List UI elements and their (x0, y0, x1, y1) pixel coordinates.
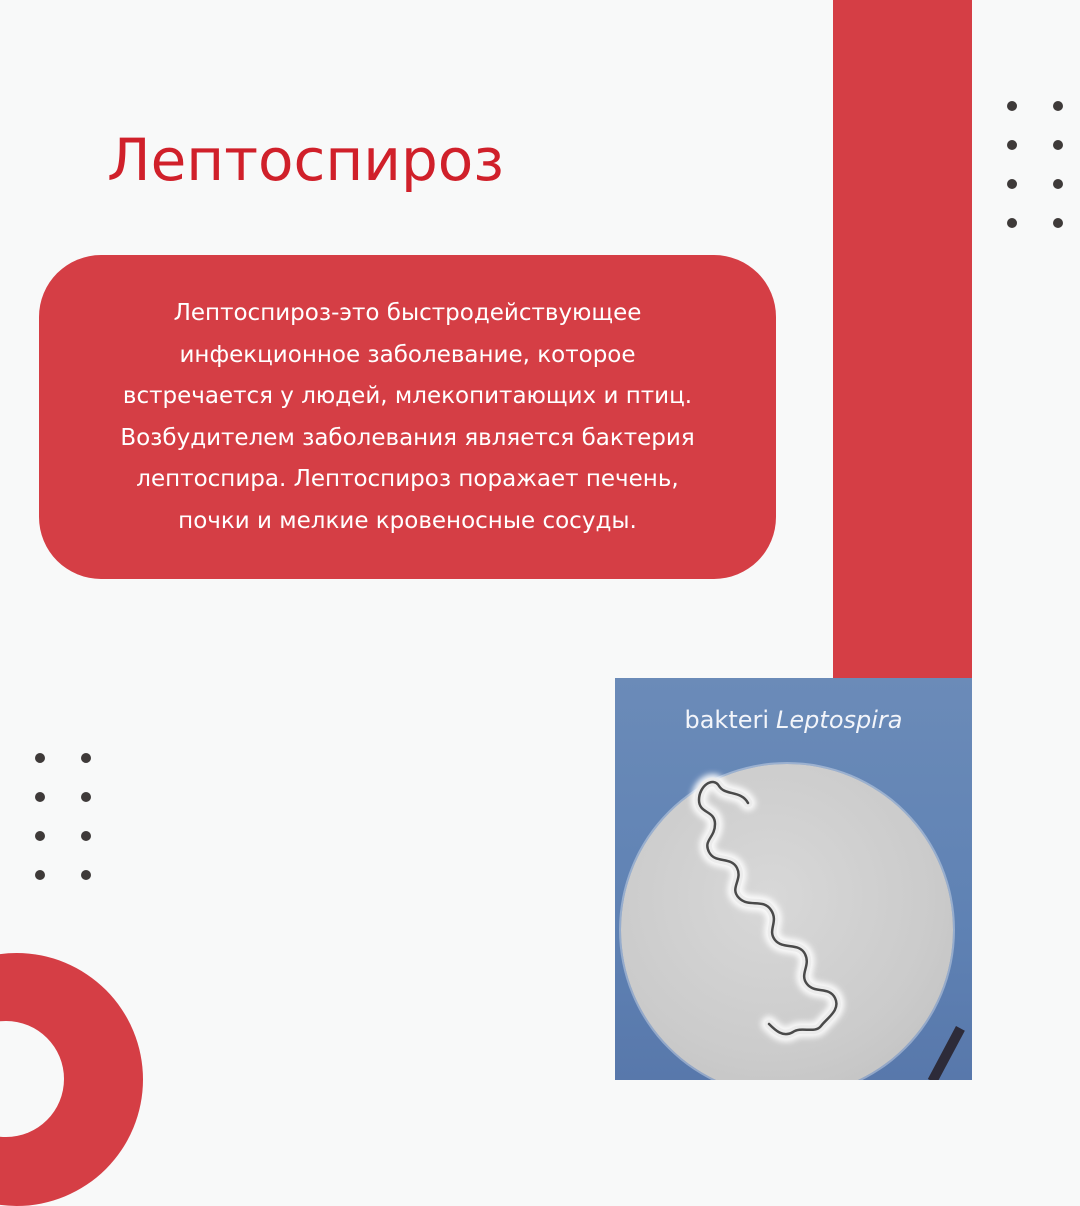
decorative-dot-grid-top (1007, 101, 1063, 228)
info-text (59, 293, 756, 542)
info-line: инфекционное заболевание, которое (179, 341, 636, 368)
page-title: Лептоспироз (107, 126, 505, 194)
dot (1053, 179, 1063, 189)
decorative-red-bar (833, 0, 972, 678)
dot (35, 753, 45, 763)
info-card (39, 255, 776, 579)
info-line: Возбудителем заболевания является бактерия (120, 424, 695, 451)
dot (35, 870, 45, 880)
info-line: почки и мелкие кровеносные сосуды. (178, 507, 637, 534)
dot (81, 792, 91, 802)
caption-genus: Leptospira (776, 706, 903, 734)
dot (1053, 140, 1063, 150)
dot (1007, 140, 1017, 150)
info-line: лептоспира. Лептоспироз поражает печень, (136, 466, 679, 492)
dot (1007, 101, 1017, 111)
info-line: встречается у людей, млекопитающих и птиц. (122, 383, 693, 409)
dot (35, 792, 45, 802)
dot (1007, 218, 1017, 228)
caption-word: bakteri (684, 706, 770, 734)
dot (81, 753, 91, 763)
leptospira-bacterium-icon (615, 678, 972, 1080)
bacteria-image (615, 678, 972, 1080)
dot (1007, 179, 1017, 189)
dot (81, 870, 91, 880)
decorative-dot-grid-bottom (35, 753, 91, 880)
info-line: Лептоспироз-это быстродействующее (173, 300, 642, 326)
dot (81, 831, 91, 841)
dot (35, 831, 45, 841)
decorative-ring-hole (0, 1021, 64, 1137)
dot (1053, 218, 1063, 228)
dot (1053, 101, 1063, 111)
